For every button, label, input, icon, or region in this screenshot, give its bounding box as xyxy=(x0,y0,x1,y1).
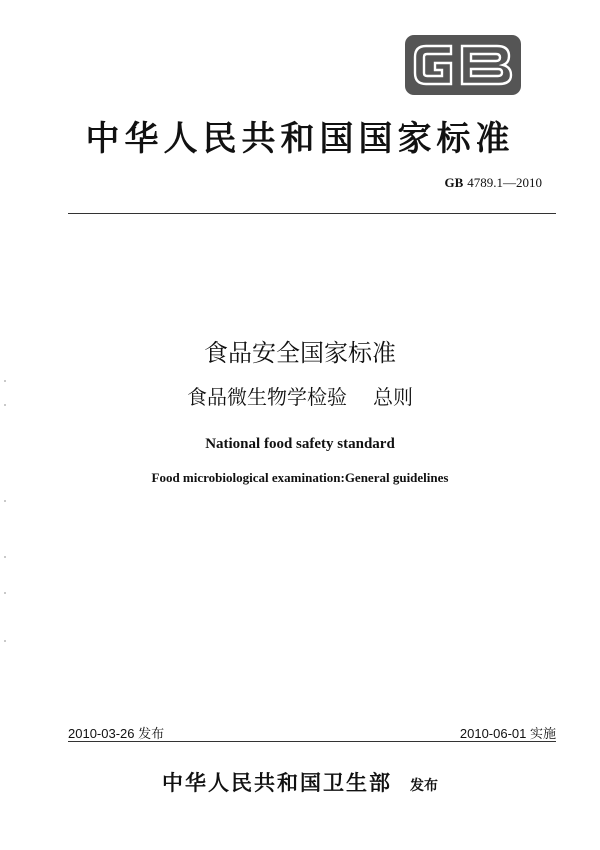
bottom-divider xyxy=(68,741,556,742)
subtitle-chinese-right: 总则 xyxy=(373,385,413,409)
issue-date: 2010-03-26 发布 xyxy=(68,726,165,741)
standard-number xyxy=(444,175,542,191)
issuer-name: 中华人民共和国卫生部 xyxy=(162,770,392,795)
standard-code: 4789.1—2010 xyxy=(467,175,542,190)
national-standard-heading: 中华人民共和国国家标准 xyxy=(85,119,515,159)
top-divider xyxy=(68,213,556,214)
implementation-date: 2010-06-01 实施 xyxy=(459,726,556,741)
gb-logo-graphic xyxy=(404,34,522,96)
issuer-action: 发布 xyxy=(410,778,438,794)
gb-logo xyxy=(404,34,522,96)
standard-prefix: GB xyxy=(444,175,464,190)
title-english: National food safety standard xyxy=(205,436,395,452)
scan-margin-marks xyxy=(4,380,10,680)
subtitle-chinese-left: 食品微生物学检验 xyxy=(187,385,347,409)
issuer-line xyxy=(0,767,600,797)
subtitle-english: Food microbiological examination:General guidelines xyxy=(151,470,449,485)
title-chinese: 食品安全国家标准 xyxy=(204,339,396,367)
subtitle-chinese xyxy=(0,381,600,410)
